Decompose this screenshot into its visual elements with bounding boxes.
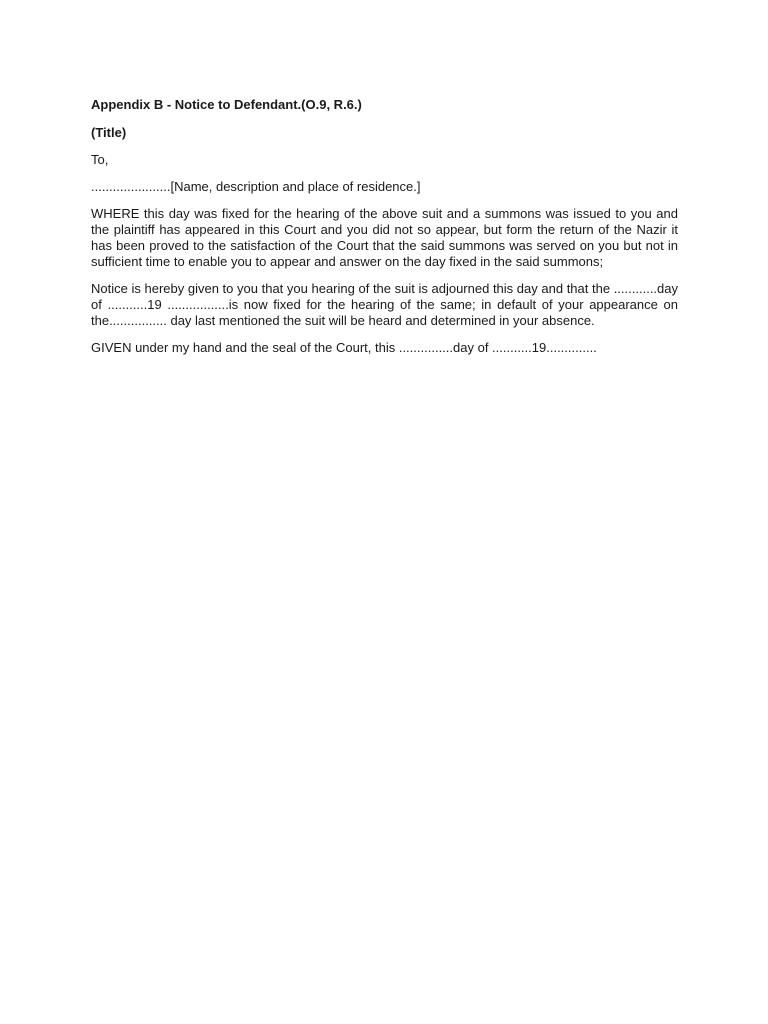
document-page <box>91 97 678 367</box>
recital-paragraph: WHERE this day was fixed for the hearing of the above suit and a summons was issued to you and the plaintiff has appeared in this Court and you did not so appear, but form the return of the Nazir it has been proved to the satisfaction of the Court that the said summons was served on you but not in sufficient time to enable you to appear and answer on the day fixed in the said summons; <box>91 206 678 269</box>
document-heading: Appendix B - Notice to Defendant.(O.9, R.6.) <box>91 97 362 112</box>
salutation: To, <box>91 152 109 167</box>
given-under-hand-paragraph: GIVEN under my hand and the seal of the Court, this ...............day of ...........19.............. <box>91 340 597 355</box>
addressee-line: ......................[Name, description and place of residence.] <box>91 179 421 194</box>
notice-paragraph: Notice is hereby given to you that you hearing of the suit is adjourned this day and that the ............day of ...........19 .................is now fixed for the hearing of the same; in default of your appearance on the................ day last mentioned the suit will be heard and determined in your absence. <box>91 281 678 328</box>
document-title-placeholder: (Title) <box>91 125 127 140</box>
